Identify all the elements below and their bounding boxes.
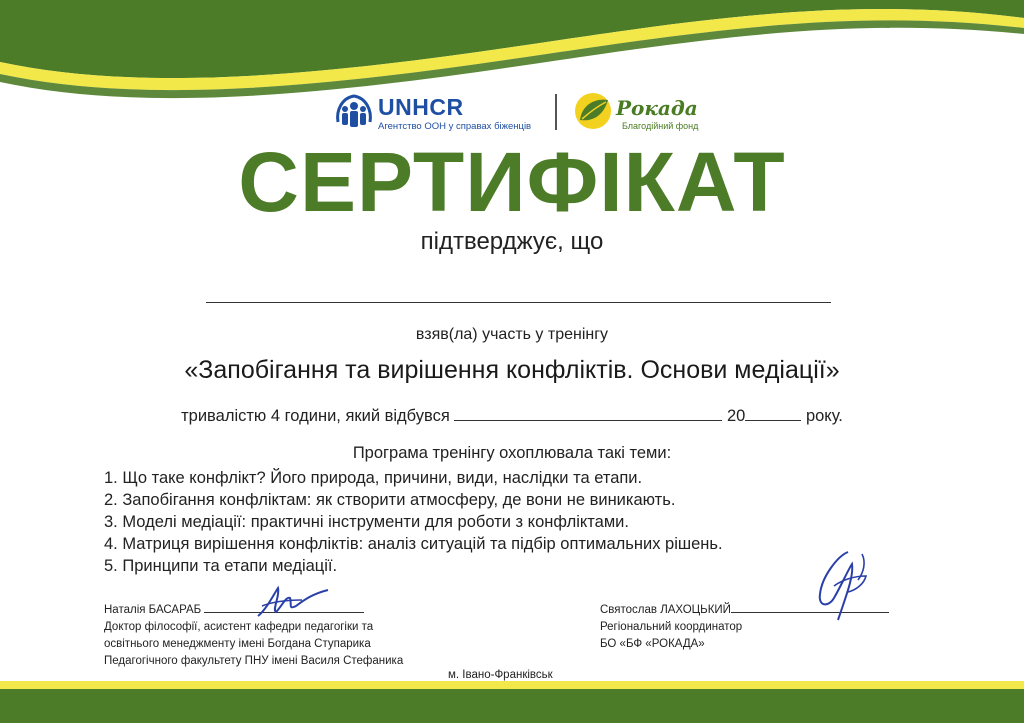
- participation-text: взяв(ла) участь у тренінгу: [415, 326, 609, 343]
- logo-divider: [555, 94, 557, 130]
- rokada-name: Рокада: [616, 96, 698, 120]
- logo-bar: [0, 88, 1024, 140]
- duration-prefix: тривалістю 4 години, який відбувся: [181, 407, 450, 425]
- course-title: «Запобігання та вирішення конфліктів. Основи медіації»: [184, 356, 840, 384]
- year-blank: [745, 406, 801, 421]
- unhcr-logo: [334, 92, 544, 136]
- left-signatory-role-line: Доктор філософії, асистент кафедри педагогіки та: [104, 621, 374, 633]
- city-label: м. Івано-Франківськ: [448, 669, 553, 681]
- duration-line: [0, 406, 1024, 426]
- right-signatory-name: Святослав ЛАХОЦЬКИЙ: [600, 604, 731, 616]
- right-signatory: [600, 600, 930, 653]
- program-topics-list: [104, 467, 864, 577]
- year-prefix: 20: [726, 407, 746, 425]
- unhcr-people-icon: [334, 92, 374, 132]
- left-signatory-name: Наталія БАСАРАБ: [104, 604, 202, 616]
- right-signatory-role-line: БО «БФ «РОКАДА»: [600, 638, 705, 650]
- right-handwritten-signature: [808, 546, 878, 626]
- right-signatory-role-line: Регіональний координатор: [600, 621, 743, 633]
- left-signatory-role-line: Педагогічного факультету ПНУ імені Василя Стефаника: [104, 655, 404, 667]
- rokada-tagline: Благодійний фонд: [622, 121, 699, 131]
- year-suffix: року.: [805, 407, 843, 425]
- list-item: 5. Принципи та етапи медіації.: [104, 557, 338, 575]
- certificate-title: СЕРТИФІКАТ: [238, 135, 786, 229]
- list-item: 4. Матриця вирішення конфліктів: аналіз ситуацій та підбір оптимальних рішень.: [104, 535, 723, 553]
- left-handwritten-signature: [252, 582, 332, 622]
- left-signatory-role-line: освітнього менеджменту імені Богдана Ступарика: [104, 638, 371, 650]
- certificate-subtitle: підтверджує, що: [420, 228, 604, 255]
- rokada-leaf-icon: [572, 90, 614, 132]
- list-item: 3. Моделі медіації: практичні інструменти для роботи з конфліктами.: [104, 513, 629, 531]
- recipient-name-line: [206, 302, 831, 303]
- unhcr-tagline: Агентство ООН у справах біженців: [378, 121, 532, 132]
- right-signatory-name-line: [600, 600, 930, 619]
- unhcr-name: UNHCR: [378, 94, 464, 120]
- rokada-logo: [572, 90, 702, 138]
- list-item: 2. Запобігання конфліктам: як створити атмосферу, де вони не виникають.: [104, 491, 676, 509]
- list-item: 1. Що таке конфлікт? Його природа, причини, види, наслідки та етапи.: [104, 469, 643, 487]
- date-blank: [454, 406, 722, 421]
- program-title: Програма тренінгу охоплювала такі теми:: [352, 444, 672, 462]
